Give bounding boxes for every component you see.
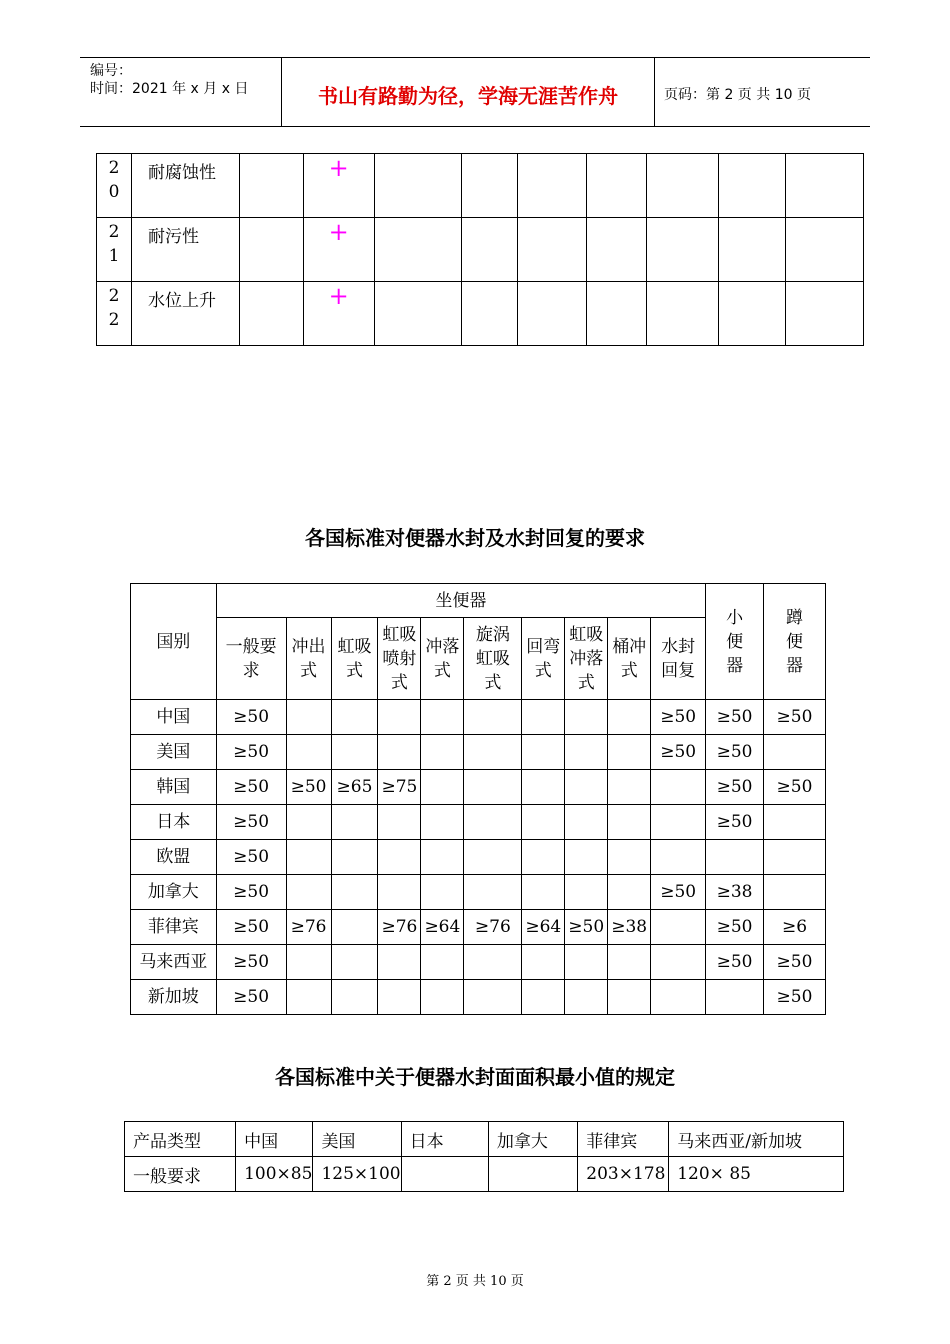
value-cell — [464, 980, 522, 1015]
value-cell — [522, 770, 565, 805]
table-cell — [239, 218, 303, 282]
country-cell: 加拿大 — [131, 875, 217, 910]
subheader-text: 虹吸式 — [337, 636, 372, 681]
plus-mark: + — [303, 282, 374, 346]
subheader-cell — [651, 618, 706, 700]
country-cell: 马来西亚 — [131, 945, 217, 980]
table-row — [131, 700, 826, 735]
subheader-text: 水封回复 — [661, 636, 696, 681]
subheader-cell — [522, 618, 565, 700]
value-cell — [522, 980, 565, 1015]
value-cell: ≥50 — [764, 980, 826, 1015]
value-cell — [651, 805, 706, 840]
table-cell — [786, 282, 864, 346]
value-cell — [522, 945, 565, 980]
row-number-digit: 2 — [108, 222, 120, 242]
country-header: 国别 — [131, 584, 217, 700]
row-number-digit: 2 — [108, 158, 120, 178]
subheader-cell — [286, 618, 331, 700]
row-item-name: 水位上升 — [131, 282, 239, 346]
value-cell — [522, 875, 565, 910]
value-cell — [331, 700, 378, 735]
value-cell — [565, 875, 608, 910]
value-cell — [286, 805, 331, 840]
value-cell — [565, 805, 608, 840]
value-cell — [378, 805, 421, 840]
value-cell: ≥50 — [216, 910, 286, 945]
value-cell — [608, 770, 651, 805]
value-cell — [565, 945, 608, 980]
subheader-text: 虹吸冲落式 — [569, 624, 604, 693]
value-cell: ≥50 — [216, 770, 286, 805]
value-cell — [378, 840, 421, 875]
row-item-name: 耐污性 — [131, 218, 239, 282]
value-cell: ≥50 — [216, 735, 286, 770]
subheader-cell — [464, 618, 522, 700]
header-cell: 美国 — [313, 1122, 401, 1157]
header-cell: 马来西亚/新加坡 — [669, 1122, 844, 1157]
value-cell: 203×178 — [578, 1157, 669, 1192]
value-cell — [608, 840, 651, 875]
table-cell — [239, 282, 303, 346]
table-cell — [647, 282, 719, 346]
table-cell — [518, 218, 587, 282]
value-cell — [421, 945, 464, 980]
value-cell — [331, 840, 378, 875]
value-cell — [651, 840, 706, 875]
table-cell — [518, 154, 587, 218]
section-title-seal-area: 各国标准中关于便器水封面面积最小值的规定 — [275, 1065, 675, 1089]
subheader-text: 旋涡虹吸式 — [475, 624, 510, 693]
table-cell — [719, 154, 786, 218]
table-cell — [786, 218, 864, 282]
value-cell — [286, 840, 331, 875]
value-cell — [331, 735, 378, 770]
table-cell — [647, 154, 719, 218]
subheader-cell — [378, 618, 421, 700]
value-cell — [651, 770, 706, 805]
subheader-cell — [421, 618, 464, 700]
value-cell — [764, 840, 826, 875]
value-cell — [565, 770, 608, 805]
value-cell — [421, 805, 464, 840]
value-cell: ≥76 — [378, 910, 421, 945]
row-number-cell — [97, 154, 132, 218]
value-cell — [421, 980, 464, 1015]
urinal-header-text: 小便器 — [726, 607, 744, 676]
country-cell: 中国 — [131, 700, 217, 735]
value-cell — [464, 805, 522, 840]
value-cell — [401, 1157, 488, 1192]
table-row — [131, 875, 826, 910]
country-cell: 新加坡 — [131, 980, 217, 1015]
table-cell — [786, 154, 864, 218]
value-cell: ≥6 — [764, 910, 826, 945]
header-cell: 日本 — [401, 1122, 488, 1157]
table-row — [97, 282, 864, 346]
value-cell — [565, 840, 608, 875]
properties-table — [96, 153, 864, 346]
value-cell — [764, 875, 826, 910]
country-cell: 美国 — [131, 735, 217, 770]
value-cell: ≥50 — [216, 700, 286, 735]
table-cell — [587, 282, 647, 346]
plus-mark: + — [303, 218, 374, 282]
subheader-text: 冲出式 — [291, 636, 326, 681]
subheader-cell — [565, 618, 608, 700]
squat-header-text: 蹲便器 — [786, 607, 803, 676]
value-cell — [608, 875, 651, 910]
value-cell — [651, 980, 706, 1015]
value-cell: ≥50 — [216, 840, 286, 875]
header-motto: 书山有路勤为径，学海无涯苦作舟 — [318, 84, 618, 108]
value-cell — [421, 875, 464, 910]
value-cell: ≥38 — [706, 875, 764, 910]
country-cell: 日本 — [131, 805, 217, 840]
value-cell: ≥50 — [764, 770, 826, 805]
table-cell — [374, 282, 461, 346]
value-cell: ≥65 — [331, 770, 378, 805]
country-cell: 韩国 — [131, 770, 217, 805]
row-number-digit: 0 — [108, 182, 120, 202]
value-cell: ≥50 — [706, 700, 764, 735]
value-cell — [331, 945, 378, 980]
table-row — [131, 770, 826, 805]
value-cell: ≥50 — [565, 910, 608, 945]
header-cell: 中国 — [236, 1122, 313, 1157]
value-cell — [378, 875, 421, 910]
table-cell — [374, 154, 461, 218]
table-row — [131, 910, 826, 945]
value-cell: ≥50 — [764, 700, 826, 735]
value-cell — [706, 840, 764, 875]
value-cell: ≥50 — [706, 770, 764, 805]
value-cell: ≥50 — [706, 945, 764, 980]
value-cell: ≥64 — [421, 910, 464, 945]
value-cell: ≥38 — [608, 910, 651, 945]
value-cell: 125×100 — [313, 1157, 401, 1192]
value-cell — [565, 735, 608, 770]
value-cell — [331, 805, 378, 840]
value-cell — [286, 980, 331, 1015]
seal-area-table — [124, 1121, 844, 1192]
value-cell — [378, 735, 421, 770]
value-cell — [378, 980, 421, 1015]
table-cell — [239, 154, 303, 218]
value-cell — [421, 735, 464, 770]
table-cell — [461, 282, 518, 346]
table-row — [131, 980, 826, 1015]
table-cell — [719, 218, 786, 282]
table-cell — [647, 218, 719, 282]
value-cell — [378, 700, 421, 735]
value-cell — [522, 735, 565, 770]
value-cell — [421, 770, 464, 805]
value-cell: 120× 85 — [669, 1157, 844, 1192]
value-cell: ≥75 — [378, 770, 421, 805]
value-cell — [464, 700, 522, 735]
row-number-digit: 2 — [108, 310, 120, 330]
value-cell — [565, 980, 608, 1015]
header-cell: 菲律宾 — [578, 1122, 669, 1157]
value-cell — [608, 945, 651, 980]
table-cell — [719, 282, 786, 346]
row-number-cell — [97, 218, 132, 282]
plus-mark: + — [303, 154, 374, 218]
table-cell — [587, 218, 647, 282]
table-row — [131, 805, 826, 840]
urinal-header — [706, 584, 764, 700]
value-cell — [331, 875, 378, 910]
value-cell: ≥50 — [651, 875, 706, 910]
value-cell: ≥50 — [764, 945, 826, 980]
table-row — [131, 735, 826, 770]
value-cell — [565, 700, 608, 735]
header-cell: 产品类型 — [125, 1122, 236, 1157]
value-cell: ≥50 — [706, 910, 764, 945]
value-cell — [286, 700, 331, 735]
value-cell — [764, 805, 826, 840]
value-cell — [488, 1157, 577, 1192]
squat-toilet-header — [764, 584, 826, 700]
value-cell — [522, 700, 565, 735]
value-cell: 一般要求 — [125, 1157, 236, 1192]
page-footer: 第 2 页 共 10 页 — [426, 1274, 524, 1289]
value-cell — [608, 980, 651, 1015]
table-cell — [461, 218, 518, 282]
value-cell: ≥64 — [522, 910, 565, 945]
value-cell — [464, 945, 522, 980]
value-cell — [608, 735, 651, 770]
value-cell: ≥76 — [286, 910, 331, 945]
row-item-name: 耐腐蚀性 — [131, 154, 239, 218]
table-cell — [374, 218, 461, 282]
section-title-water-seal: 各国标准对便器水封及水封回复的要求 — [305, 526, 645, 550]
value-cell: ≥50 — [651, 735, 706, 770]
subheader-cell — [608, 618, 651, 700]
country-cell: 欧盟 — [131, 840, 217, 875]
value-cell: ≥50 — [286, 770, 331, 805]
value-cell — [706, 980, 764, 1015]
value-cell — [464, 875, 522, 910]
subheader-text: 一般要求 — [225, 636, 277, 681]
subheader-text: 虹吸喷射式 — [382, 624, 417, 693]
value-cell: ≥76 — [464, 910, 522, 945]
water-seal-table — [130, 583, 826, 1015]
header-meta — [90, 62, 248, 98]
value-cell — [464, 770, 522, 805]
value-cell — [522, 840, 565, 875]
value-cell: ≥50 — [216, 945, 286, 980]
value-cell: ≥50 — [216, 805, 286, 840]
value-cell — [651, 945, 706, 980]
value-cell — [286, 875, 331, 910]
subheader-text: 冲落式 — [425, 636, 460, 681]
value-cell — [651, 910, 706, 945]
value-cell — [331, 910, 378, 945]
value-cell: ≥50 — [706, 805, 764, 840]
value-cell — [421, 700, 464, 735]
table-cell — [587, 154, 647, 218]
value-cell — [286, 735, 331, 770]
value-cell: ≥50 — [651, 700, 706, 735]
value-cell — [464, 840, 522, 875]
table-row — [131, 945, 826, 980]
table-row — [131, 840, 826, 875]
date-label: 时间：2021 年 x 月 x 日 — [90, 81, 249, 97]
subheader-text: 回弯式 — [526, 636, 561, 681]
value-cell: ≥50 — [706, 735, 764, 770]
value-cell — [608, 805, 651, 840]
value-cell: 100×85 — [236, 1157, 313, 1192]
subheader-cell — [331, 618, 378, 700]
value-cell — [522, 805, 565, 840]
value-cell: ≥50 — [216, 875, 286, 910]
value-cell — [286, 945, 331, 980]
table-cell — [518, 282, 587, 346]
subheader-cell — [216, 618, 286, 700]
value-cell — [421, 840, 464, 875]
value-cell — [464, 735, 522, 770]
header-divider — [654, 58, 655, 126]
seat-toilet-header: 坐便器 — [216, 584, 706, 618]
value-cell — [331, 980, 378, 1015]
row-number-cell — [97, 282, 132, 346]
page-header — [80, 57, 870, 127]
country-cell: 菲律宾 — [131, 910, 217, 945]
value-cell — [378, 945, 421, 980]
row-number-digit: 2 — [108, 286, 120, 306]
table-row — [97, 218, 864, 282]
subheader-text: 桶冲式 — [612, 636, 647, 681]
table-row — [97, 154, 864, 218]
header-cell: 加拿大 — [488, 1122, 577, 1157]
doc-number-label: 编号： — [90, 63, 132, 79]
row-number-digit: 1 — [108, 246, 120, 266]
value-cell — [608, 700, 651, 735]
header-page-code: 页码：第 2 页 共 10 页 — [664, 87, 811, 103]
value-cell — [764, 735, 826, 770]
table-cell — [461, 154, 518, 218]
value-cell: ≥50 — [216, 980, 286, 1015]
